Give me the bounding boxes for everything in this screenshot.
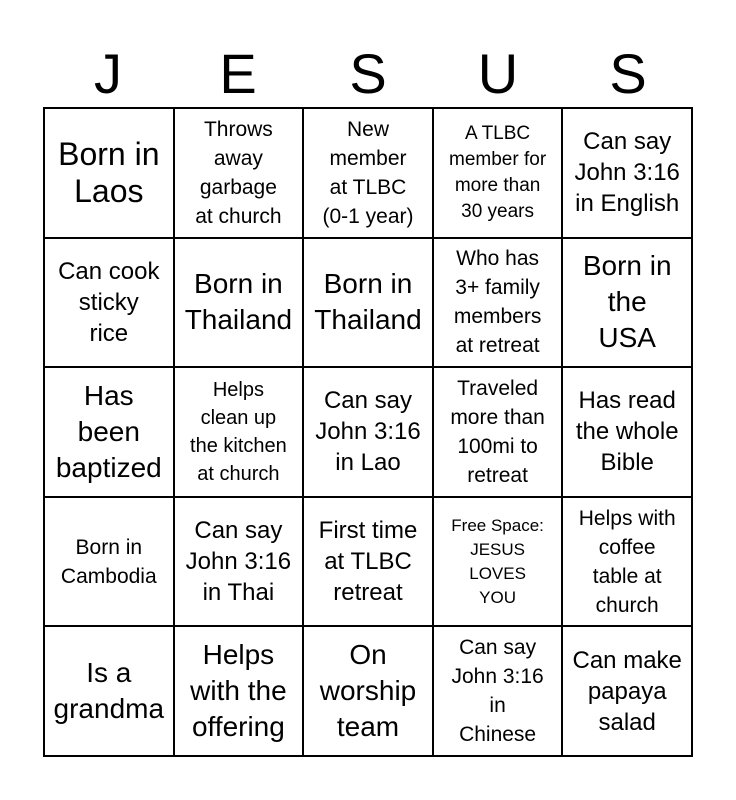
cell-text: Traveled more than 100mi to retreat bbox=[450, 376, 545, 487]
bingo-cell bbox=[563, 368, 693, 498]
bingo-cell bbox=[304, 627, 434, 757]
cell-text: Has read the whole Bible bbox=[575, 387, 679, 477]
cell-text: Born in Thailand bbox=[314, 268, 422, 336]
free-space-cell bbox=[434, 498, 564, 628]
bingo-cell bbox=[175, 368, 305, 498]
bingo-cell bbox=[175, 498, 305, 628]
free-space-text: Free Space: JESUS LOVES YOU bbox=[451, 515, 544, 607]
header-letter-u: U bbox=[477, 42, 519, 105]
bingo-cell bbox=[563, 239, 693, 369]
cell-text: New member at TLBC (0-1 year) bbox=[322, 117, 414, 228]
bingo-cell bbox=[304, 239, 434, 369]
bingo-cell bbox=[563, 627, 693, 757]
cell-text: Has been baptized bbox=[55, 379, 162, 483]
cell-text: Throws away garbage at church bbox=[195, 117, 282, 228]
header-letter-j: J bbox=[94, 42, 122, 105]
cell-text: Can make papaya salad bbox=[572, 646, 682, 736]
bingo-cell bbox=[304, 498, 434, 628]
bingo-cell bbox=[563, 498, 693, 628]
cell-text: Born in the USA bbox=[582, 250, 672, 354]
bingo-cell bbox=[45, 627, 175, 757]
bingo-cell bbox=[434, 239, 564, 369]
bingo-cell bbox=[45, 239, 175, 369]
bingo-cell bbox=[304, 109, 434, 239]
bingo-cell bbox=[563, 109, 693, 239]
bingo-cell bbox=[434, 109, 564, 239]
header-letter-s2: S bbox=[609, 42, 647, 105]
cell-text: Born in Cambodia bbox=[60, 535, 157, 588]
bingo-cell bbox=[175, 239, 305, 369]
bingo-cell bbox=[175, 109, 305, 239]
cell-text: Can say John 3:16 in Chinese bbox=[451, 636, 544, 747]
bingo-cell bbox=[45, 368, 175, 498]
cell-text: Born in Thailand bbox=[184, 268, 293, 336]
bingo-cell bbox=[45, 498, 175, 628]
bingo-cell bbox=[304, 368, 434, 498]
bingo-cell bbox=[45, 109, 175, 239]
cell-text: First time at TLBC retreat bbox=[318, 517, 418, 607]
cell-text: Who has 3+ family members at retreat bbox=[453, 247, 542, 358]
bingo-cell bbox=[434, 368, 564, 498]
header-letter-s: S bbox=[349, 42, 387, 105]
cell-text: A TLBC member for more than 30 years bbox=[449, 122, 547, 222]
bingo-cell bbox=[175, 627, 305, 757]
cell-text: Born in Laos bbox=[58, 135, 160, 209]
cell-text: Helps with coffee table at church bbox=[578, 506, 676, 617]
cell-text: On worship team bbox=[319, 639, 417, 743]
cell-text: Is a grandma bbox=[53, 657, 165, 725]
cell-text: Can cook sticky rice bbox=[58, 257, 160, 347]
header-letter-e: E bbox=[219, 42, 257, 105]
cell-text: Helps clean up the kitchen at church bbox=[190, 378, 287, 485]
cell-text: Can say John 3:16 in English bbox=[574, 128, 680, 218]
bingo-header bbox=[43, 40, 693, 108]
cell-text: Can say John 3:16 in Thai bbox=[185, 517, 292, 607]
bingo-grid bbox=[43, 107, 693, 757]
cell-text: Helps with the offering bbox=[190, 639, 287, 743]
bingo-cell bbox=[434, 627, 564, 757]
cell-text: Can say John 3:16 in Lao bbox=[315, 387, 421, 477]
